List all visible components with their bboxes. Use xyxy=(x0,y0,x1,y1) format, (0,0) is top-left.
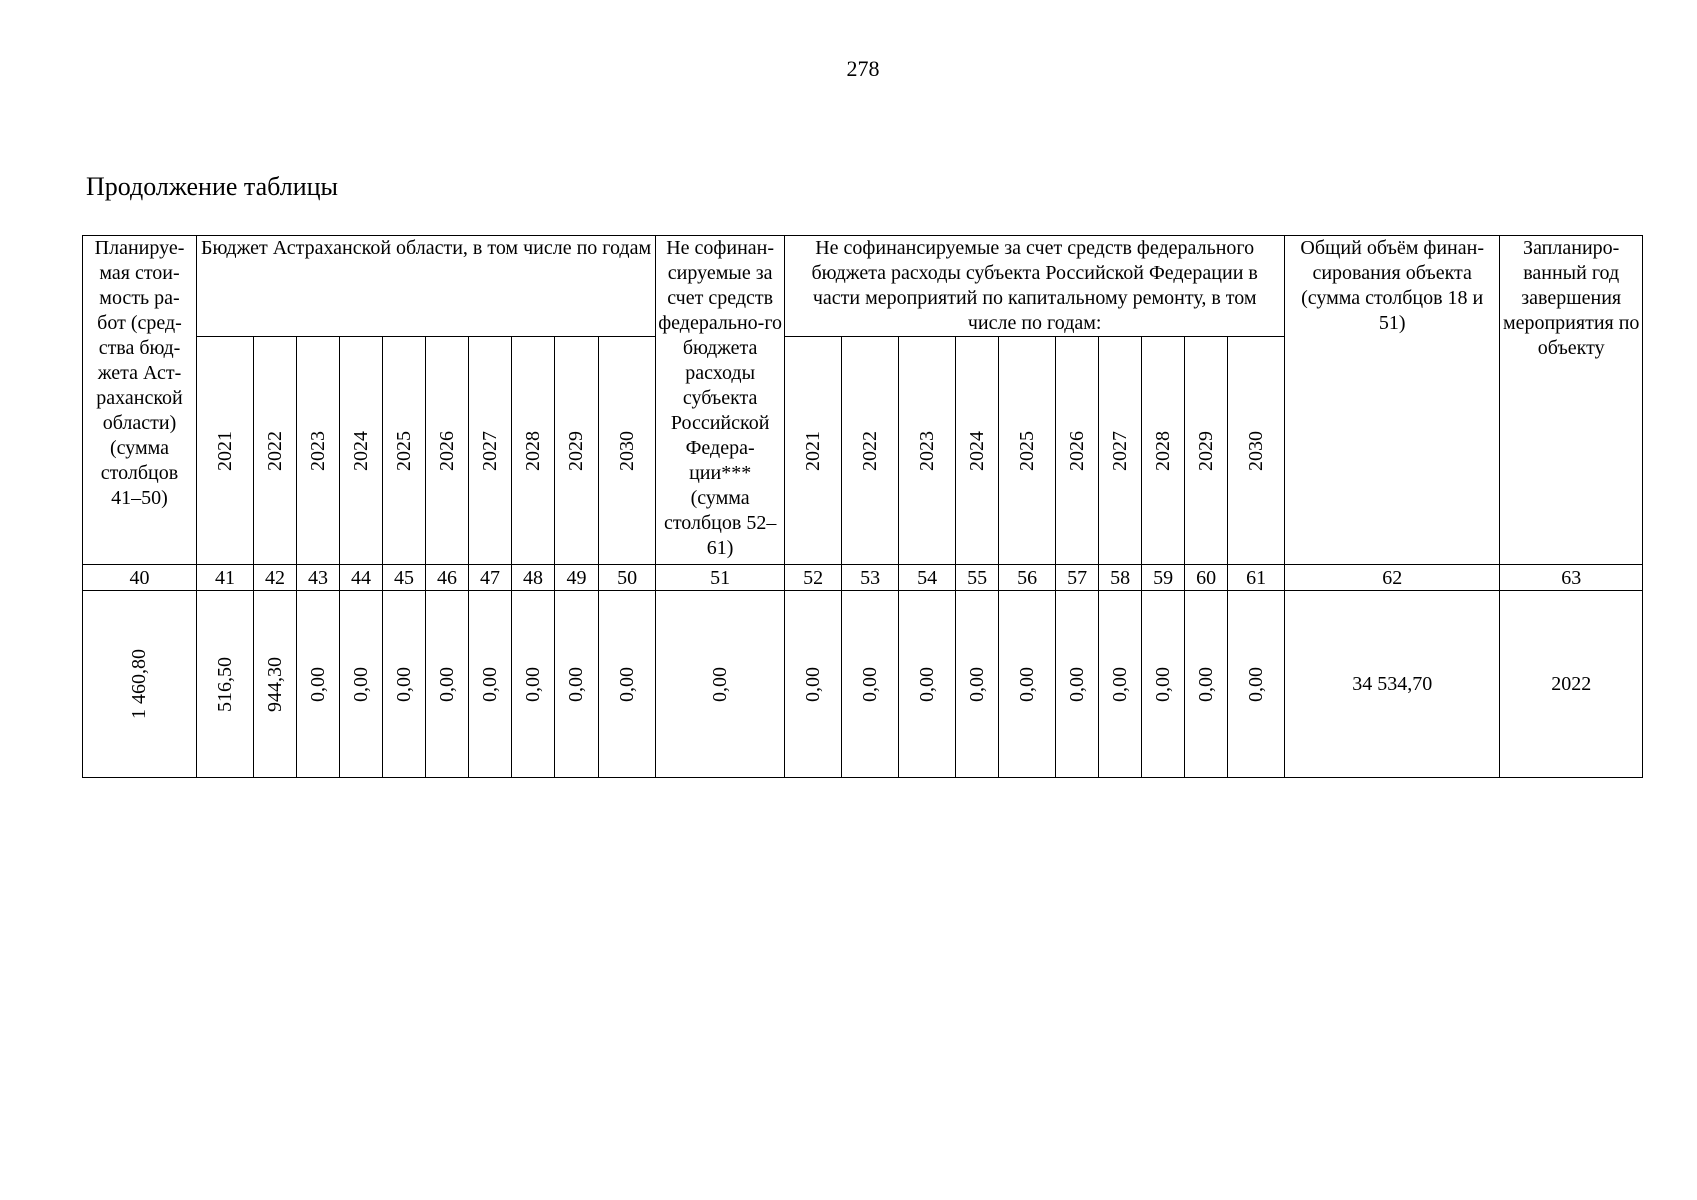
column-number: 48 xyxy=(512,565,555,591)
year-b-label: 2026 xyxy=(1065,430,1088,471)
value-cell xyxy=(999,591,1056,778)
column-number: 62 xyxy=(1285,565,1500,591)
year-b-cell xyxy=(785,337,842,565)
year-b-cell xyxy=(1056,337,1099,565)
column-number: 63 xyxy=(1500,565,1643,591)
value-completion-year: 2022 xyxy=(1500,591,1643,778)
year-b-label: 2029 xyxy=(1194,430,1217,471)
value-cell xyxy=(555,591,599,778)
value-year: 0,00 xyxy=(349,666,372,702)
page-number: 278 xyxy=(846,56,880,81)
year-a-label: 2021 xyxy=(213,430,236,471)
year-a-label: 2028 xyxy=(521,430,544,471)
column-number: 44 xyxy=(340,565,383,591)
year-a-cell xyxy=(340,337,383,565)
value-year: 944,30 xyxy=(263,656,286,712)
value-year: 0,00 xyxy=(965,666,988,702)
header-planned-cost: Планируе-мая стои-мость ра-бот (сред-ства бюд-жета Аст-раханской области) (сумма столбцов 41–50) xyxy=(83,236,197,565)
value-cell xyxy=(1185,591,1228,778)
column-number: 57 xyxy=(1056,565,1099,591)
value-cell xyxy=(842,591,899,778)
value-cell xyxy=(785,591,842,778)
year-b-cell xyxy=(956,337,999,565)
value-year: 0,00 xyxy=(1151,666,1174,702)
value-year: 516,50 xyxy=(213,656,236,712)
year-a-label: 2027 xyxy=(478,430,501,471)
year-b-label: 2028 xyxy=(1151,430,1174,471)
year-b-label: 2023 xyxy=(915,430,938,471)
year-b-label: 2025 xyxy=(1015,430,1038,471)
value-year: 0,00 xyxy=(1065,666,1088,702)
year-a-cell xyxy=(469,337,512,565)
value-cell xyxy=(656,591,785,778)
value-year: 0,00 xyxy=(565,666,587,702)
year-b-cell xyxy=(1099,337,1142,565)
year-b-cell xyxy=(1228,337,1285,565)
value-year: 0,00 xyxy=(521,666,544,702)
data-row xyxy=(83,591,1643,778)
year-a-label: 2025 xyxy=(392,430,415,471)
value-cell xyxy=(1099,591,1142,778)
column-number: 59 xyxy=(1142,565,1185,591)
value-cell xyxy=(254,591,297,778)
value-cell xyxy=(340,591,383,778)
value-planned-cost: 1 460,80 xyxy=(128,649,150,719)
year-b-label: 2024 xyxy=(965,430,988,471)
value-cell xyxy=(1228,591,1285,778)
column-number: 45 xyxy=(383,565,426,591)
budget-table xyxy=(82,235,1643,778)
value-year: 0,00 xyxy=(1194,666,1217,702)
column-number: 41 xyxy=(197,565,254,591)
column-number: 55 xyxy=(956,565,999,591)
year-a-cell xyxy=(383,337,426,565)
value-year: 0,00 xyxy=(1015,666,1038,702)
year-a-label: 2026 xyxy=(435,430,458,471)
value-cell xyxy=(1142,591,1185,778)
column-number-row xyxy=(83,565,1643,591)
year-a-cell xyxy=(599,337,656,565)
column-number: 40 xyxy=(83,565,197,591)
header-regional-budget: Бюджет Астраханской области, в том числе по годам xyxy=(197,236,656,337)
value-cell xyxy=(469,591,512,778)
column-number: 46 xyxy=(426,565,469,591)
year-b-label: 2021 xyxy=(801,430,824,471)
year-a-label: 2029 xyxy=(565,430,587,471)
value-year: 0,00 xyxy=(615,666,638,702)
value-year: 0,00 xyxy=(1108,666,1131,702)
value-year: 0,00 xyxy=(915,666,938,702)
year-a-cell xyxy=(426,337,469,565)
year-a-cell xyxy=(512,337,555,565)
value-year: 0,00 xyxy=(435,666,458,702)
header-not-cofinanced-total: Не софинан-сируемые за счет средств федерально-го бюджета расходы субъекта Российской Федера-ции*** (сумма столбцов 52–61) xyxy=(656,236,785,565)
year-b-cell xyxy=(1185,337,1228,565)
value-year: 0,00 xyxy=(392,666,415,702)
value-year: 0,00 xyxy=(1244,666,1267,702)
header-total-volume: Общий объём финан-сирования объекта (сумма столбцов 18 и 51) xyxy=(1285,236,1500,565)
year-a-cell xyxy=(254,337,297,565)
column-number: 52 xyxy=(785,565,842,591)
year-a-cell xyxy=(297,337,340,565)
header-not-cofinanced-capital: Не софинансируемые за счет средств федерального бюджета расходы субъекта Российской Федерации в части мероприятий по капитальному ремонту, в том числе по годам: xyxy=(785,236,1285,337)
column-number: 54 xyxy=(899,565,956,591)
column-number: 43 xyxy=(297,565,340,591)
year-b-cell xyxy=(842,337,899,565)
value-year: 0,00 xyxy=(801,666,824,702)
year-b-label: 2030 xyxy=(1244,430,1267,471)
year-b-label: 2027 xyxy=(1108,430,1131,471)
value-cell xyxy=(956,591,999,778)
value-total-volume: 34 534,70 xyxy=(1285,591,1500,778)
value-cell xyxy=(599,591,656,778)
year-a-cell xyxy=(197,337,254,565)
column-number: 42 xyxy=(254,565,297,591)
year-a-label: 2023 xyxy=(306,430,329,471)
header-row-groups xyxy=(83,236,1643,337)
column-number: 50 xyxy=(599,565,656,591)
value-cell xyxy=(426,591,469,778)
year-a-label: 2030 xyxy=(615,430,638,471)
value-cell xyxy=(899,591,956,778)
year-b-cell xyxy=(999,337,1056,565)
value-year: 0,00 xyxy=(478,666,501,702)
value-cell xyxy=(1056,591,1099,778)
column-number: 49 xyxy=(555,565,599,591)
year-b-cell xyxy=(899,337,956,565)
value-cell xyxy=(197,591,254,778)
header-completion-year: Запланиро-ванный год завершения мероприятия по объекту xyxy=(1500,236,1643,565)
column-number: 53 xyxy=(842,565,899,591)
value-cell xyxy=(297,591,340,778)
column-number: 60 xyxy=(1185,565,1228,591)
year-b-label: 2022 xyxy=(858,430,881,471)
value-cell xyxy=(383,591,426,778)
column-number: 61 xyxy=(1228,565,1285,591)
year-a-label: 2024 xyxy=(349,430,372,471)
value-not-cofinanced-total: 0,00 xyxy=(708,666,731,702)
column-number: 51 xyxy=(656,565,785,591)
value-year: 0,00 xyxy=(858,666,881,702)
year-a-label: 2022 xyxy=(263,430,286,471)
column-number: 56 xyxy=(999,565,1056,591)
value-year: 0,00 xyxy=(306,666,329,702)
year-b-cell xyxy=(1142,337,1185,565)
table-caption: Продолжение таблицы xyxy=(86,172,338,201)
value-cell xyxy=(83,591,197,778)
column-number: 47 xyxy=(469,565,512,591)
value-cell xyxy=(512,591,555,778)
year-a-cell xyxy=(555,337,599,565)
column-number: 58 xyxy=(1099,565,1142,591)
